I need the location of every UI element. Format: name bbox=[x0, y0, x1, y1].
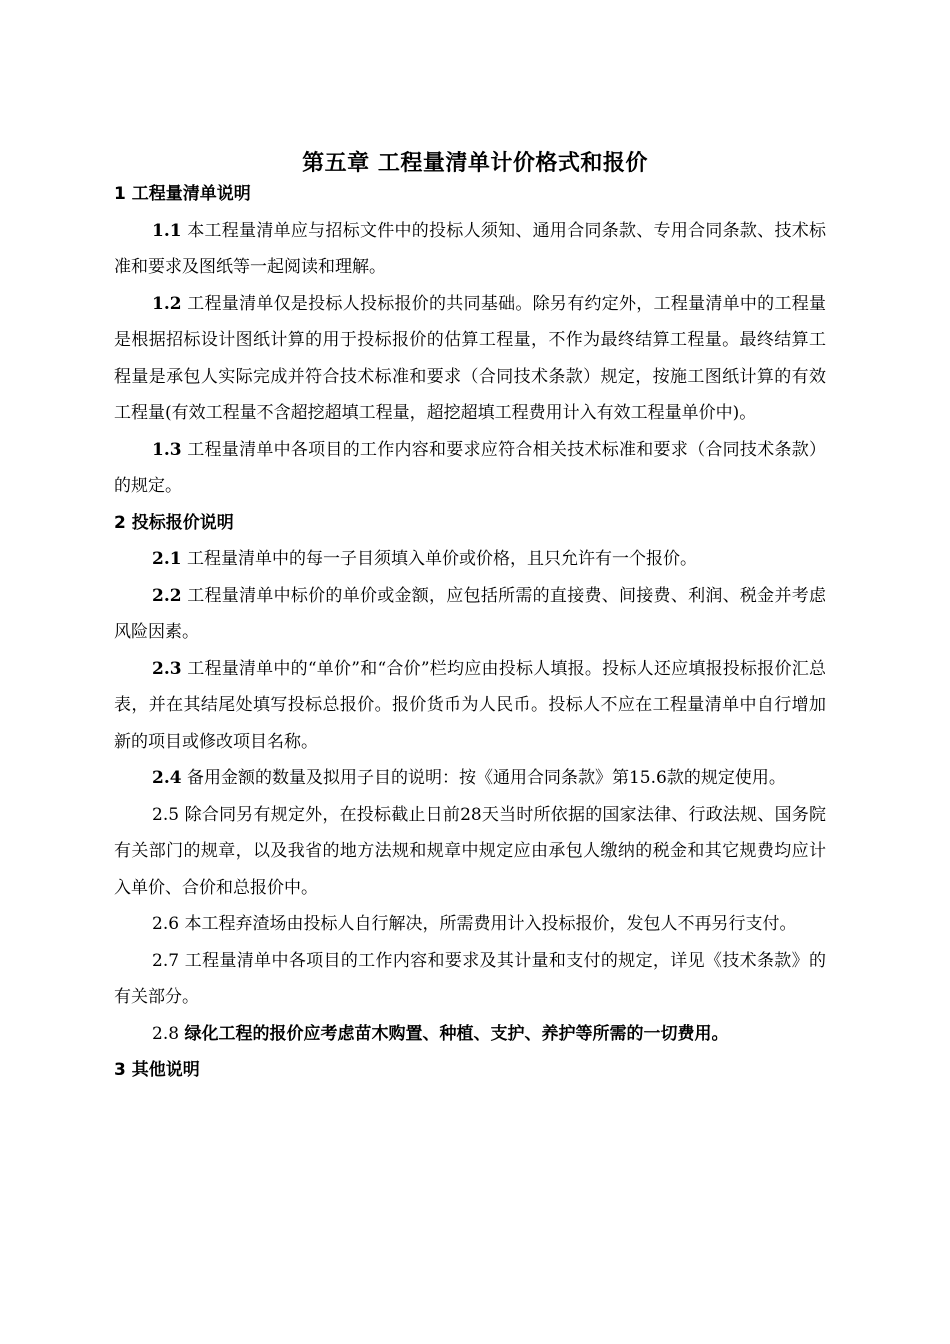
paragraph-text: 工程量清单中各项目的工作内容和要求应符合相关技术标准和要求（合同技术条款）的规定。 bbox=[114, 439, 826, 496]
paragraph-text: 工程量清单中的“单价”和“合价”栏均应由投标人填报。投标人还应填报投标报价汇总表，并在其结尾处填写投标总报价。报价货币为人民币。投标人不应在工程量清单中自行增加新的项目或修改项目名称。 bbox=[114, 658, 826, 752]
section-heading: 3 其他说明 bbox=[114, 1060, 200, 1080]
paragraph bbox=[114, 286, 826, 432]
paragraph bbox=[114, 651, 826, 761]
paragraph-text: 工程量清单中标价的单价或金额，应包括所需的直接费、间接费、利润、税金并考虑风险因素。 bbox=[114, 585, 826, 642]
clause-number: 2.4 bbox=[152, 768, 182, 788]
section-heading: 1 工程量清单说明 bbox=[114, 184, 251, 204]
paragraph bbox=[114, 906, 826, 943]
clause-number: 2.1 bbox=[152, 549, 182, 569]
paragraph-text: 本工程量清单应与招标文件中的投标人须知、通用合同条款、专用合同条款、技术标准和要求及图纸等一起阅读和理解。 bbox=[114, 220, 826, 277]
section-heading: 2 投标报价说明 bbox=[114, 512, 234, 533]
paragraph-text: 2.7 工程量清单中各项目的工作内容和要求及其计量和支付的规定，详见《技术条款》的有关部分。 bbox=[114, 950, 826, 1007]
paragraph-text: 备用金额的数量及拟用子目的说明：按《通用合同条款》第15.6款的规定使用。 bbox=[181, 768, 786, 788]
paragraph-text: 工程量清单仅是投标人投标报价的共同基础。除另有约定外，工程量清单中的工程量是根据招标设计图纸计算的用于投标报价的估算工程量，不作为最终结算工程量。最终结算工程量是承包人实际完成并符合技术标准和要求（合同技术条款）规定，按施工图纸计算的有效工程量(有效工程量不含超挖超填工程量，超挖超填工程费用计入有效工程量单价中)。 bbox=[114, 293, 826, 423]
clause-number: 2.2 bbox=[152, 585, 182, 606]
paragraph bbox=[114, 797, 826, 907]
paragraph bbox=[114, 943, 826, 1016]
paragraph bbox=[114, 432, 826, 505]
page-title: 第五章 工程量清单计价格式和报价 bbox=[302, 151, 648, 176]
clause-number: 1.1 bbox=[152, 220, 182, 241]
paragraph bbox=[114, 213, 826, 286]
paragraph bbox=[114, 541, 826, 578]
paragraph bbox=[114, 578, 826, 651]
emphasized-text: 绿化工程的报价应考虑苗木购置、种植、支护、养护等所需的一切费用。 bbox=[184, 1023, 729, 1044]
paragraph bbox=[114, 1016, 826, 1053]
document-body bbox=[114, 176, 826, 1089]
paragraph-text: 工程量清单中的每一子目须填入单价或价格，且只允许有一个报价。 bbox=[181, 549, 697, 569]
paragraph-text: 2.8 bbox=[152, 1023, 185, 1044]
paragraph-text: 2.6 本工程弃渣场由投标人自行解决，所需费用计入投标报价，发包人不再另行支付。 bbox=[152, 914, 797, 934]
paragraph-text: 2.5 除合同另有规定外，在投标截止日前28天当时所依据的国家法律、行政法规、国务院有关部门的规章，以及我省的地方法规和规章中规定应由承包人缴纳的税金和其它规费均应计入单价、合价和总报价中。 bbox=[114, 804, 826, 898]
paragraph bbox=[114, 760, 826, 797]
clause-number: 1.2 bbox=[152, 293, 182, 314]
clause-number: 1.3 bbox=[152, 439, 182, 460]
clause-number: 2.3 bbox=[152, 658, 182, 679]
